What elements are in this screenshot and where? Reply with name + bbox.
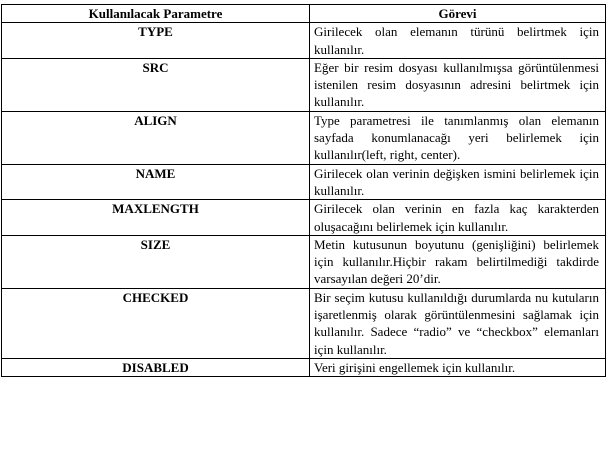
table-row [2, 235, 606, 288]
column-header-parameter: Kullanılacak Parametre [2, 5, 310, 23]
table-row [2, 58, 606, 111]
parameter-description: Girilecek olan verinin değişken ismini belirlemek için kullanılır. [310, 164, 606, 200]
table-header-row [2, 5, 606, 23]
parameter-description: Metin kutusunun boyutunu (genişliğini) belirlemek için kullanılır.Hiçbir rakam belirtilmediği takdirde varsayılan değeri 20’dir. [310, 235, 606, 288]
parameter-name: CHECKED [2, 288, 310, 358]
parameter-name: TYPE [2, 23, 310, 59]
parameter-name: SRC [2, 58, 310, 111]
table-row [2, 358, 606, 376]
parameter-description: Eğer bir resim dosyası kullanılmışsa görüntülenmesi istenilen resim dosyasının adresini belirtmek için kullanılır. [310, 58, 606, 111]
parameter-name: MAXLENGTH [2, 200, 310, 236]
table-row [2, 111, 606, 164]
parameter-name: NAME [2, 164, 310, 200]
parameter-name: DISABLED [2, 358, 310, 376]
parameter-table [1, 4, 606, 377]
parameter-description: Girilecek olan verinin en fazla kaç karakterden oluşacağını belirlemek için kullanılır. [310, 200, 606, 236]
table-row [2, 200, 606, 236]
parameter-name: ALIGN [2, 111, 310, 164]
column-header-function: Görevi [310, 5, 606, 23]
parameter-name: SIZE [2, 235, 310, 288]
parameter-description: Type parametresi ile tanımlanmış olan elemanın sayfada konumlanacağı yeri belirlemek için kullanılır(left, right, center). [310, 111, 606, 164]
parameter-description: Veri girişini engellemek için kullanılır. [310, 358, 606, 376]
table-row [2, 164, 606, 200]
parameter-description: Bir seçim kutusu kullanıldığı durumlarda nu kutuların işaretlenmiş olarak görüntülenmesini sağlamak için kullanılır. Sadece “radio” ve “checkbox” elemanları için kullanılır. [310, 288, 606, 358]
table-row [2, 288, 606, 358]
parameter-description: Girilecek olan elemanın türünü belirtmek için kullanılır. [310, 23, 606, 59]
table-row [2, 23, 606, 59]
